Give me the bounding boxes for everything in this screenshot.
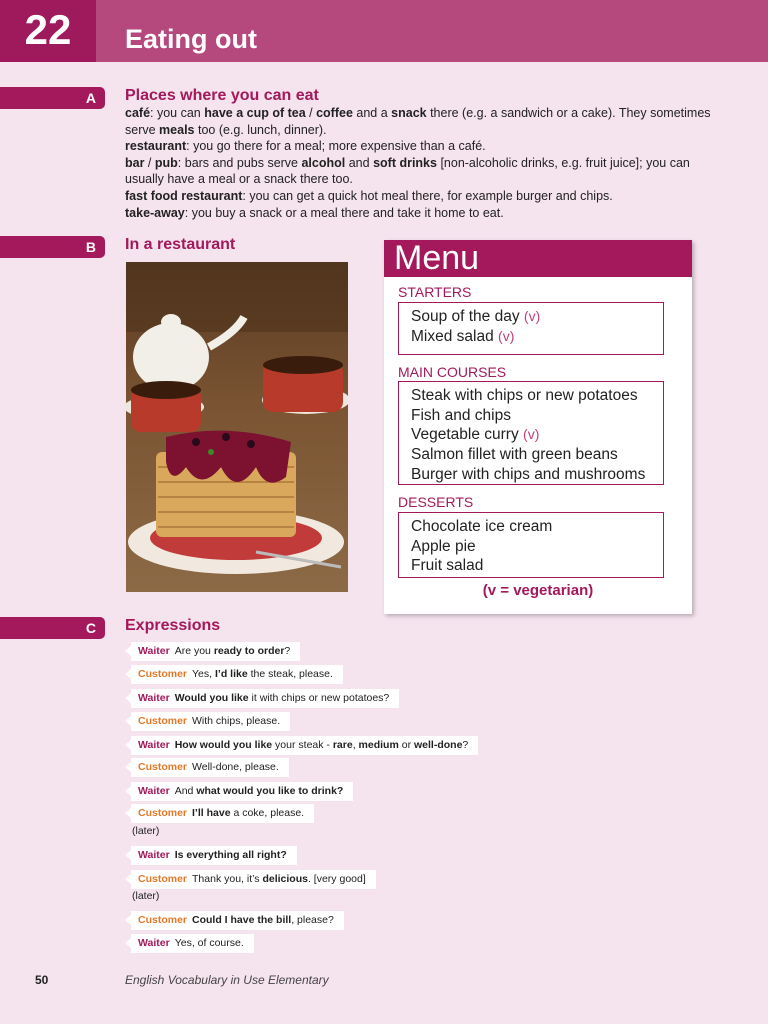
key-phrase: Could I have the bill (192, 914, 292, 926)
section-c-letter: C (85, 620, 96, 636)
section-b-letter: B (85, 239, 96, 255)
menu-item: Vegetable curry (v) (411, 426, 540, 444)
speaker-label: Waiter (138, 937, 170, 949)
section-b-tag (0, 236, 105, 258)
menu-item: Steak with chips or new potatoes (411, 387, 638, 404)
menu-item: Apple pie (411, 537, 476, 555)
tea-and-pancakes-photo (126, 262, 348, 592)
key-phrase: fast food restaurant (125, 188, 243, 203)
unit-header (0, 0, 768, 62)
text-run: it with chips or new potatoes? (248, 692, 390, 704)
text-run: and a (352, 106, 392, 120)
key-phrase: well-done (413, 739, 463, 751)
text-run: Yes, (192, 668, 215, 680)
key-phrase: soft drinks (373, 155, 437, 170)
key-phrase: take-away (125, 205, 185, 220)
speaker-label: Customer (138, 914, 188, 926)
section-a-tag (0, 87, 105, 109)
text-run: and (345, 155, 374, 170)
text-run: : you can get a quick hot meal there, for example burger and chips. (242, 188, 613, 203)
text-run: too (e.g. lunch, dinner). (194, 122, 327, 137)
key-phrase: café (125, 106, 151, 120)
book-title: English Vocabulary in Use Elementary (125, 973, 329, 987)
text-run: And (174, 785, 197, 797)
dialogue-line (131, 846, 297, 865)
section-c-title: Expressions (125, 617, 221, 634)
speaker-label: Customer (138, 715, 188, 727)
text-run: With chips, please. (192, 715, 281, 727)
speaker-label: Customer (138, 668, 188, 680)
later-note: (later) (132, 890, 160, 902)
section-a-letter: A (85, 90, 96, 106)
text-run: or (398, 739, 414, 751)
section-b-title: In a restaurant (125, 236, 236, 253)
definition (125, 105, 715, 138)
definition (125, 155, 715, 188)
dialogue-line (131, 689, 399, 708)
dialogue-line (131, 870, 376, 889)
section-a-title: Places where you can eat (125, 87, 319, 104)
speaker-label: Waiter (138, 645, 170, 657)
menu-title: Menu (384, 240, 692, 277)
text-run: , (352, 739, 359, 751)
menu-category-main-courses: MAIN COURSES (398, 364, 507, 380)
vegetarian-mark: (v) (498, 327, 515, 344)
speaker-label: Waiter (138, 785, 170, 797)
vegetarian-mark: (v) (523, 308, 541, 324)
key-phrase: bar (125, 155, 145, 170)
menu-category-starters: STARTERS (398, 284, 472, 300)
restaurant-menu (384, 240, 692, 614)
menu-item: Chocolate ice cream (411, 518, 553, 535)
text-run: / (144, 155, 155, 170)
text-run: Well-done, please. (192, 761, 279, 773)
key-phrase: I’ll have (192, 807, 231, 819)
key-phrase: pub (154, 155, 178, 170)
dialogue-line (131, 782, 353, 801)
key-phrase: medium (358, 739, 399, 751)
unit-number-box (0, 0, 96, 62)
key-phrase: coffee (316, 106, 353, 120)
key-phrase: How would you like (174, 739, 273, 751)
key-phrase: what would you like to drink? (196, 785, 344, 797)
dialogue-line (131, 642, 300, 661)
definitions-list (125, 105, 715, 221)
vegetarian-note: (v = vegetarian) (482, 582, 594, 599)
text-run: ? (462, 739, 469, 751)
text-run: , please? (291, 914, 334, 926)
text-run: . [very good] (307, 873, 366, 885)
key-phrase: rare (332, 739, 353, 751)
key-phrase: restaurant (125, 139, 187, 154)
menu-item: Fish and chips (411, 406, 511, 424)
speaker-label: Customer (138, 873, 188, 885)
dialogue-line (131, 804, 314, 823)
text-run: / (305, 106, 317, 120)
menu-item: Burger with chips and mushrooms (411, 465, 646, 483)
menu-starters-box (398, 302, 664, 355)
dialogue-line (131, 736, 478, 755)
key-phrase: alcohol (301, 155, 346, 170)
dialogue-line (131, 934, 254, 953)
text-run: there (e.g. a sandwich or a cake). They sometimes serve (125, 106, 711, 137)
text-run: Are you (174, 645, 214, 657)
definition (125, 188, 715, 205)
speaker-label: Waiter (138, 849, 170, 861)
dialogue-line (131, 758, 289, 777)
later-note: (later) (132, 825, 160, 837)
unit-title: Eating out (125, 24, 257, 54)
dialogue-line (131, 712, 290, 731)
speaker-label: Customer (138, 807, 188, 819)
key-phrase: snack (391, 106, 427, 120)
text-run: your steak - (272, 739, 333, 751)
definition (125, 138, 715, 155)
text-run: : you go there for a meal; more expensive than a café. (186, 139, 486, 154)
menu-item: Soup of the day (v) (411, 308, 541, 325)
page-number: 50 (35, 973, 49, 987)
menu-item: Salmon fillet with green beans (411, 446, 618, 464)
key-phrase: Is everything all right? (174, 849, 287, 861)
dialogue-line (131, 665, 343, 684)
dialogue-line (131, 911, 344, 930)
key-phrase: ready to order (213, 645, 285, 657)
key-phrase: delicious (262, 873, 308, 885)
speaker-label: Waiter (138, 692, 170, 704)
text-run: ? (284, 645, 291, 657)
text-run: [non-alcoholic drinks, e.g. fruit juice]; you can usually have a meal or a snack there too. (125, 155, 690, 187)
text-run: : you buy a snack or a meal there and take it home to eat. (184, 205, 504, 220)
menu-item: Mixed salad (v) (411, 327, 515, 345)
menu-main-courses-box (398, 381, 664, 485)
menu-item: Fruit salad (411, 557, 484, 575)
section-c-tag (0, 617, 105, 639)
text-run: a coke, please. (230, 807, 305, 819)
text-run: Yes, of course. (174, 937, 244, 949)
key-phrase: meals (159, 122, 195, 137)
speaker-label: Customer (138, 761, 188, 773)
vegetarian-mark: (v) (523, 426, 540, 443)
key-phrase: I’d like (214, 668, 248, 680)
speaker-label: Waiter (138, 739, 170, 751)
definition (125, 205, 715, 222)
menu-category-desserts: DESSERTS (398, 494, 474, 510)
menu-desserts-box (398, 512, 664, 578)
unit-number: 22 (24, 6, 72, 53)
text-run: : bars and pubs serve (177, 155, 302, 170)
key-phrase: have a cup of tea (204, 106, 306, 120)
text-run: : you can (150, 106, 205, 120)
text-run: Thank you, it’s (192, 873, 263, 885)
text-run: the steak, please. (247, 668, 333, 680)
key-phrase: Would you like (174, 692, 249, 704)
